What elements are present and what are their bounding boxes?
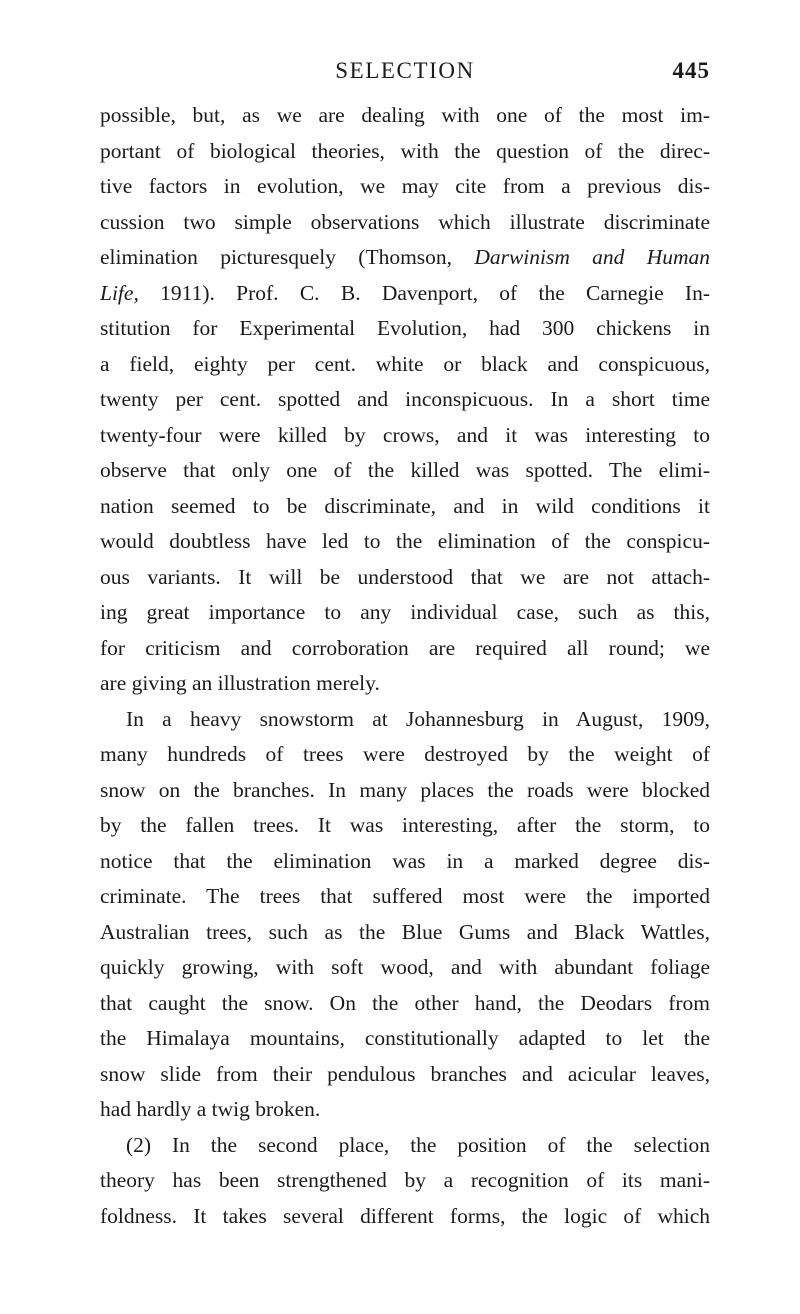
text-line: ous variants. It will be understood that we are not attach- bbox=[100, 564, 710, 589]
text-line: that caught the snow. On the other hand, the Deodars from bbox=[100, 990, 710, 1015]
citation-title: Darwinism and Human bbox=[474, 245, 710, 269]
text-line: by the fallen trees. It was interesting, after the storm, to bbox=[100, 813, 710, 837]
text-line: had hardly a twig broken. bbox=[100, 1097, 321, 1121]
paragraph-start: In a heavy snowstorm at Johannesburg in August, 1909, bbox=[126, 706, 710, 731]
text-line: ing great importance to any individual case, such as this, bbox=[100, 600, 710, 624]
text-line: many hundreds of trees were destroyed by the weight of bbox=[100, 742, 710, 766]
text-line: are giving an illustration merely. bbox=[100, 671, 380, 695]
text-line: stitution for Experimental Evolution, had 300 chickens in bbox=[100, 316, 710, 340]
running-head bbox=[100, 58, 710, 98]
text-line: Australian trees, such as the Blue Gums and Black Wattles, bbox=[100, 919, 710, 944]
text-line: tive factors in evolution, we may cite from a previous dis- bbox=[100, 174, 710, 198]
page-number: 445 bbox=[672, 58, 710, 83]
text-line: nation seemed to be discriminate, and in wild conditions it bbox=[100, 493, 710, 518]
running-title: SELECTION bbox=[335, 58, 475, 83]
text-line: possible, but, as we are dealing with one of the most im- bbox=[100, 103, 710, 127]
text-line: a field, eighty per cent. white or black and conspicuous, bbox=[100, 351, 710, 376]
body-text bbox=[100, 98, 710, 1234]
text-line: twenty per cent. spotted and inconspicuous. In a short time bbox=[100, 387, 710, 411]
text-line: snow slide from their pendulous branches and acicular leaves, bbox=[100, 1061, 710, 1086]
text-line: notice that the elimination was in a marked degree dis- bbox=[100, 848, 710, 873]
paragraph-start: (2) In the second place, the position of the selection bbox=[126, 1132, 710, 1157]
text-line: snow on the branches. In many places the roads were blocked bbox=[100, 777, 710, 802]
text-line: portant of biological theories, with the question of the direc- bbox=[100, 138, 710, 163]
text-run: elimination picturesquely (Thomson, bbox=[100, 245, 453, 269]
text-line: cussion two simple observations which illustrate discriminate bbox=[100, 209, 710, 234]
text-line: twenty-four were killed by crows, and it was interesting to bbox=[100, 422, 710, 447]
text-line: for criticism and corroboration are required all round; we bbox=[100, 635, 710, 660]
text-line bbox=[100, 276, 710, 312]
text-line: theory has been strengthened by a recognition of its mani- bbox=[100, 1168, 710, 1192]
text-line: quickly growing, with soft wood, and with abundant foliage bbox=[100, 955, 710, 979]
citation-title-cont: Life, bbox=[100, 280, 139, 305]
text-run: 1911). Prof. C. B. Davenport, of the Carnegie In- bbox=[160, 280, 710, 305]
text-line: foldness. It takes several different forms, the logic of which bbox=[100, 1203, 710, 1228]
text-line: would doubtless have led to the elimination of the conspicu- bbox=[100, 529, 710, 553]
text-line: criminate. The trees that suffered most were the imported bbox=[100, 884, 710, 908]
text-line: the Himalaya mountains, constitutionally adapted to let the bbox=[100, 1026, 710, 1050]
text-line: observe that only one of the killed was spotted. The elimi- bbox=[100, 458, 710, 482]
text-line bbox=[100, 240, 710, 276]
